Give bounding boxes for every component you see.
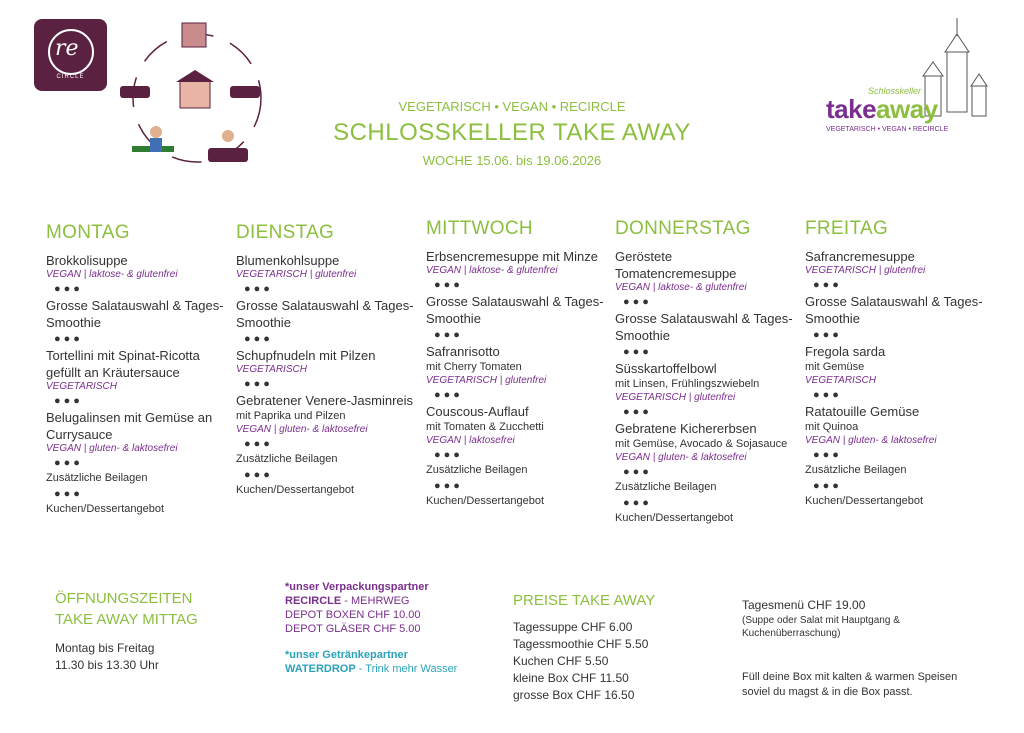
packaging-partner-title: *unser Verpackungspartner <box>285 581 429 593</box>
dish-name: Blumenkohlsuppe <box>236 253 340 268</box>
dish-description: Zusätzliche Beilagen <box>805 464 907 476</box>
menu-item <box>426 248 606 277</box>
separator-dots: ●●● <box>54 283 83 295</box>
separator-dots: ●●● <box>623 497 652 509</box>
menu-note: (Suppe oder Salat mit Hauptgang & Kuchenüberraschung) <box>742 615 900 639</box>
brand-sub: VEGETARISCH • VEGAN • RECIRCLE <box>826 126 949 133</box>
menu-item <box>46 471 226 486</box>
shop-icon <box>182 23 206 47</box>
menu-item <box>426 343 606 387</box>
hours-title-1: ÖFFNUNGSZEITEN <box>55 590 193 607</box>
menu-item <box>805 248 985 277</box>
separator-dots: ●●● <box>54 333 83 345</box>
menu-item <box>46 297 226 331</box>
dish-name: Erbsencremesuppe mit Minze <box>426 249 598 264</box>
dish-name: Grosse Salatauswahl & Tages-Smoothie <box>805 294 983 326</box>
price-item: Tagessmoothie CHF 5.50 <box>513 637 649 651</box>
dish-name: Ratatouille Gemüse <box>805 404 920 419</box>
day-title: MITTWOCH <box>426 218 533 239</box>
recircle-line <box>285 594 485 608</box>
week-label: WOCHE 15.06. bis 19.06.2026 <box>422 153 602 168</box>
dish-name: Tortellini mit Spinat-Ricotta gefüllt an Kräutersauce <box>46 348 200 380</box>
menu-item <box>426 293 606 327</box>
menu-item <box>615 480 795 495</box>
separator-dots: ●●● <box>434 449 463 461</box>
diet-tag: VEGAN | laktose- & glutenfrei <box>46 269 178 280</box>
day-title: MONTAG <box>46 222 130 243</box>
separator-dots: ●●● <box>54 488 83 500</box>
diet-tag: VEGAN | laktosefrei <box>426 435 515 446</box>
dish-name: Safranrisotto <box>426 344 500 359</box>
separator-dots: ●●● <box>813 389 842 401</box>
price-item: Tagessuppe CHF 6.00 <box>513 620 633 634</box>
dish-name: Gebratene Kichererbsen <box>615 421 757 436</box>
separator-dots: ●●● <box>813 449 842 461</box>
diet-tag: VEGAN | laktose- & glutenfrei <box>615 282 747 293</box>
prices <box>513 590 713 704</box>
menu-item <box>805 343 985 387</box>
menu-item <box>615 511 795 526</box>
recircle-cycle-illustration <box>112 18 282 178</box>
box-icon-right <box>230 86 260 98</box>
waterdrop-sub: - Trink mehr Wasser <box>355 663 458 675</box>
separator-dots: ●●● <box>244 378 273 390</box>
menu-item <box>615 310 795 344</box>
dish-description: Zusätzliche Beilagen <box>236 453 338 465</box>
takeaway-brand-logo <box>822 16 992 136</box>
separator-dots: ●●● <box>623 406 652 418</box>
day-column <box>426 218 606 510</box>
dish-description: Zusätzliche Beilagen <box>46 472 148 484</box>
partners <box>285 580 485 676</box>
price-item: Kuchen CHF 5.50 <box>513 654 609 668</box>
menu-item <box>46 502 226 517</box>
dish-description: mit Cherry Tomaten <box>426 361 522 373</box>
diet-tag: VEGETARISCH <box>805 375 876 386</box>
menu-item <box>46 409 226 455</box>
day-title: FREITAG <box>805 218 889 239</box>
dish-name: Couscous-Auflauf <box>426 404 529 419</box>
menu-item <box>805 463 985 478</box>
separator-dots: ●●● <box>244 333 273 345</box>
separator-dots: ●●● <box>244 438 273 450</box>
recircle-name: RECIRCLE <box>285 595 342 607</box>
logo-mark: re <box>55 36 79 61</box>
brand-name <box>826 94 938 125</box>
dish-description: Kuchen/Dessertangebot <box>615 512 734 524</box>
opening-hours <box>55 588 265 674</box>
page-title: SCHLOSSKELLER TAKE AWAY <box>333 119 691 146</box>
menu-item <box>615 420 795 464</box>
dish-name: Süsskartoffelbowl <box>615 361 717 376</box>
diet-tag: VEGETARISCH | glutenfrei <box>615 392 736 403</box>
waterdrop-name: WATERDROP <box>285 663 356 675</box>
drink-partner-title: *unser Getränkepartner <box>285 649 408 661</box>
price-item: kleine Box CHF 11.50 <box>513 671 629 685</box>
day-column <box>46 222 226 518</box>
separator-dots: ●●● <box>813 480 842 492</box>
menu-item <box>615 360 795 404</box>
dish-name: Safrancremesuppe <box>805 249 915 264</box>
separator-dots: ●●● <box>434 480 463 492</box>
menu-item <box>236 297 416 331</box>
dish-name: Grosse Salatauswahl & Tages-Smoothie <box>615 311 793 343</box>
diet-tag: VEGETARISCH | glutenfrei <box>426 375 547 386</box>
dish-description: Kuchen/Dessertangebot <box>426 495 545 507</box>
box-icon-left <box>120 86 150 98</box>
menu-price: Tagesmenü CHF 19.00 <box>742 598 866 612</box>
dish-name: Brokkolisuppe <box>46 253 128 268</box>
price-list <box>513 619 713 704</box>
menu-item <box>805 494 985 509</box>
diet-tag: VEGETARISCH | glutenfrei <box>236 269 357 280</box>
separator-dots: ●●● <box>54 395 83 407</box>
menu-item <box>426 463 606 478</box>
dish-name: Gebratener Venere-Jasminreis <box>236 393 414 408</box>
header-tagline: VEGETARISCH • VEGAN • RECIRCLE <box>398 99 626 114</box>
dish-name: Belugalinsen mit Gemüse an Currysauce <box>46 410 213 442</box>
dish-name: Fregola sarda <box>805 344 886 359</box>
menu-item <box>236 392 416 436</box>
dish-description: mit Linsen, Frühlingszwiebeln <box>615 378 760 390</box>
separator-dots: ●●● <box>623 346 652 358</box>
separator-dots: ●●● <box>244 283 273 295</box>
dish-description: mit Quinoa <box>805 421 859 433</box>
menu-item <box>236 252 416 281</box>
dish-description: Kuchen/Dessertangebot <box>46 503 165 515</box>
prices-title: PREISE TAKE AWAY <box>513 592 656 609</box>
separator-dots: ●●● <box>244 469 273 481</box>
brand-take: take <box>826 94 877 124</box>
menu-info <box>742 597 982 700</box>
dish-description: Kuchen/Dessertangebot <box>236 484 355 496</box>
brand-away: away <box>876 94 938 124</box>
separator-dots: ●●● <box>434 329 463 341</box>
depot-boxes: DEPOT BOXEN CHF 10.00 <box>285 609 421 621</box>
diet-tag: VEGAN | gluten- & laktosefrei <box>615 452 747 463</box>
separator-dots: ●●● <box>623 466 652 478</box>
price-item: grosse Box CHF 16.50 <box>513 688 635 702</box>
dish-name: Schupfnudeln mit Pilzen <box>236 348 376 363</box>
day-title: DONNERSTAG <box>615 218 751 239</box>
dish-name: Grosse Salatauswahl & Tages-Smoothie <box>46 298 224 330</box>
menu-item <box>46 347 226 393</box>
separator-dots: ●●● <box>434 279 463 291</box>
separator-dots: ●●● <box>813 329 842 341</box>
day-column <box>615 218 795 527</box>
diet-tag: VEGETARISCH <box>46 381 117 392</box>
dish-description: Kuchen/Dessertangebot <box>805 495 924 507</box>
dish-description: Zusätzliche Beilagen <box>615 481 717 493</box>
bowl-icon <box>208 148 248 162</box>
fill-box-note: Füll deine Box mit kalten & warmen Speisen soviel du magst & in die Box passt. <box>742 671 958 698</box>
dish-description: mit Gemüse, Avocado & Sojasauce <box>615 438 788 450</box>
dish-name: Geröstete Tomatencremesuppe <box>615 249 737 281</box>
recircle-sub: - MEHRWEG <box>341 595 410 607</box>
dish-description: mit Tomaten & Zucchetti <box>426 421 544 433</box>
diet-tag: VEGAN | gluten- & laktosefrei <box>805 435 937 446</box>
waterdrop-line <box>285 662 485 676</box>
dish-name: Grosse Salatauswahl & Tages-Smoothie <box>236 298 414 330</box>
dish-description: mit Gemüse <box>805 361 865 373</box>
menu-item <box>46 252 226 281</box>
restaurant-icon <box>180 80 210 108</box>
day-column <box>805 218 985 510</box>
hours-days: Montag bis Freitag <box>55 641 155 655</box>
menu-item <box>236 347 416 376</box>
dish-name: Grosse Salatauswahl & Tages-Smoothie <box>426 294 604 326</box>
diet-tag: VEGAN | gluten- & laktosefrei <box>236 424 368 435</box>
brand-small: Schlosskeller <box>868 86 922 96</box>
logo-sub: CIRCLE <box>56 74 85 80</box>
day-title: DIENSTAG <box>236 222 335 243</box>
menu-item <box>236 483 416 498</box>
dish-description: Zusätzliche Beilagen <box>426 464 528 476</box>
menu-item <box>426 494 606 509</box>
separator-dots: ●●● <box>54 457 83 469</box>
diet-tag: VEGAN | gluten- & laktosefrei <box>46 443 178 454</box>
day-column <box>236 222 416 499</box>
hours-time: 11.30 bis 13.30 Uhr <box>55 658 159 672</box>
hours-title-2: TAKE AWAY MITTAG <box>55 611 198 628</box>
menu-item <box>615 248 795 294</box>
menu-item <box>805 403 985 447</box>
dish-description: mit Paprika und Pilzen <box>236 410 346 422</box>
diet-tag: VEGAN | laktose- & glutenfrei <box>426 265 558 276</box>
depot-glass: DEPOT GLÄSER CHF 5.00 <box>285 623 421 635</box>
menu-item <box>805 293 985 327</box>
menu-item <box>236 452 416 467</box>
separator-dots: ●●● <box>813 279 842 291</box>
separator-dots: ●●● <box>623 296 652 308</box>
separator-dots: ●●● <box>434 389 463 401</box>
diet-tag: VEGETARISCH <box>236 364 307 375</box>
menu-item <box>426 403 606 447</box>
recircle-logo <box>34 19 107 91</box>
diet-tag: VEGETARISCH | glutenfrei <box>805 265 926 276</box>
